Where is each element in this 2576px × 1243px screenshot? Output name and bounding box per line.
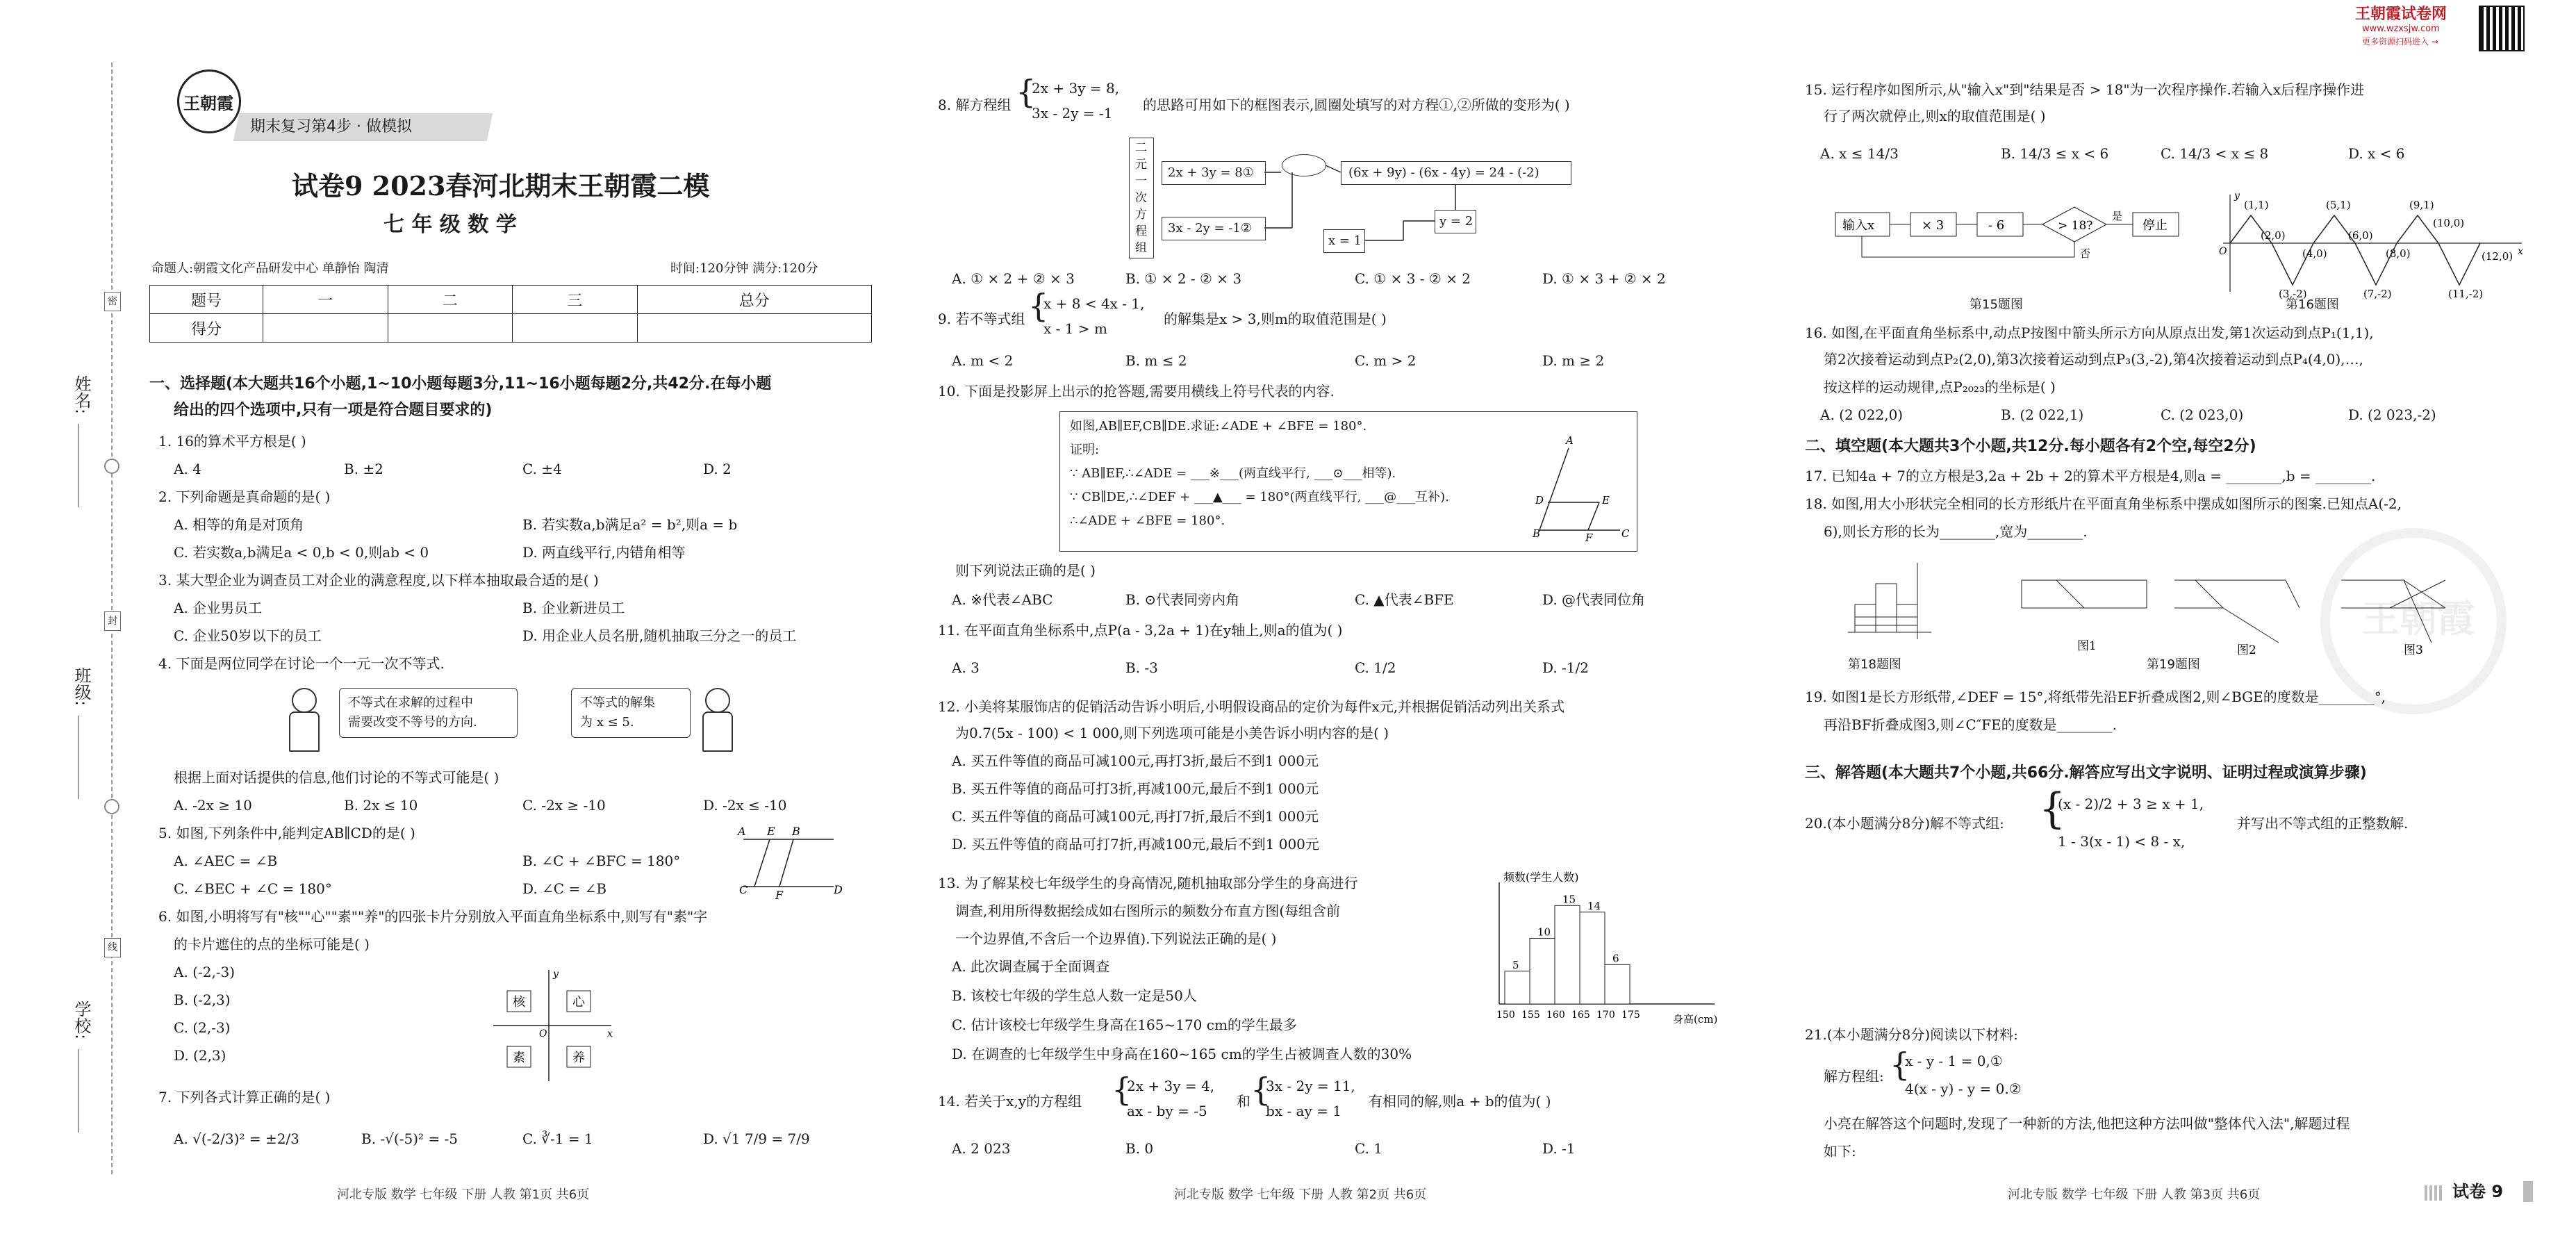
- q1-option-d[interactable]: D. 2: [703, 461, 732, 477]
- q16-line3: 按这样的运动规律,点P₂₀₂₃的坐标是( ): [1824, 379, 2056, 395]
- watermark-stamp: [2320, 528, 2507, 714]
- score-input[interactable]: [263, 314, 388, 343]
- q13-option-a[interactable]: A. 此次调查属于全面调查: [952, 958, 1110, 975]
- q21-eq1: x - y - 1 = 0,①: [1905, 1053, 2003, 1069]
- proof-line: ∵ CB∥DE,∴∠DEF + ___▲___ = 180°(两直线平行, ___@___互补).: [1070, 490, 1449, 504]
- q14: 14. 若关于x,y的方程组: [938, 1093, 1082, 1110]
- q21: 21.(本小题满分8分)阅读以下材料:: [1805, 1026, 2018, 1043]
- flow-box-text: x = 1: [1328, 233, 1362, 248]
- strip-fig2: [2174, 580, 2223, 608]
- card-text: 核: [513, 995, 525, 1010]
- q11: 11. 在平面直角坐标系中,点P(a - 3,2a + 1)在y轴上,则a的值为( ): [938, 622, 1343, 639]
- q10: 10. 下面是投影屏上出示的抢答题,需要用横线上符号代表的内容.: [938, 383, 1335, 400]
- q16-caption: 第16题图: [2286, 297, 2339, 312]
- q6: 6. 如图,小明将写有"核""心""素""养"的四张卡片分别放入平面直角坐标系中,则写有"素"字: [158, 908, 708, 925]
- brace: {: [1016, 73, 1037, 110]
- point-label: (1,1): [2244, 199, 2269, 211]
- q7-option-c[interactable]: C. ∛-1 = 1: [522, 1130, 593, 1147]
- point-label: (7,-2): [2363, 288, 2392, 300]
- q9-eq2: x - 1 > m: [1043, 320, 1107, 337]
- axis-label: O: [539, 1028, 547, 1039]
- q20: 20.(本小题满分8分)解不等式组:: [1805, 815, 2004, 832]
- paper-tag: 试卷 9: [2452, 1182, 2504, 1201]
- fig-caption: 图1: [2077, 639, 2097, 653]
- q14-eq4: bx - ay = 1: [1266, 1103, 1341, 1119]
- proof-line: 如图,AB∥EF,CB∥DE.求证:∠ADE + ∠BFE = 180°.: [1070, 419, 1367, 434]
- loop-arrow: [1862, 236, 2074, 257]
- flow-box: [1162, 161, 1266, 185]
- x-tick-label: 170: [1596, 1010, 1615, 1021]
- histogram-bar: [1530, 939, 1555, 1004]
- histogram-bar: [1605, 964, 1630, 1004]
- score-table: [149, 285, 872, 343]
- q21-text: 小亮在解答这个问题时,发现了一种新的方法,他把这种方法叫做"整体代入法",解题过程: [1824, 1115, 2350, 1132]
- score-table-header: [150, 286, 872, 314]
- q13-option-c[interactable]: C. 估计该校七年级学生身高在165~170 cm的学生最多: [952, 1016, 1297, 1033]
- q10-option-a[interactable]: A. ※代表∠ABC: [952, 591, 1053, 608]
- fig-label: E: [767, 825, 775, 838]
- q2-option-d[interactable]: D. 两直线平行,内错角相等: [522, 544, 686, 561]
- y-axis-label: 频数(学生人数): [1503, 871, 1579, 884]
- rect-piece: [1855, 604, 1876, 632]
- q8-eq1: 2x + 3y = 8,: [1032, 80, 1120, 97]
- q11-option-d[interactable]: D. -1/2: [1542, 659, 1589, 676]
- page-footer: 河北专版 数学 七年级 下册 人教 第1页 共6页: [337, 1187, 590, 1202]
- flow-box-text: 2x + 3y = 8①: [1168, 165, 1254, 180]
- q4-option-d[interactable]: D. -2x ≤ -10: [703, 797, 787, 814]
- line-bf: [779, 839, 793, 887]
- q15-flowchart: [1834, 201, 2209, 278]
- x-tick-label: 160: [1546, 1010, 1565, 1021]
- q5-option-a[interactable]: A. ∠AEC = ∠B: [174, 853, 278, 869]
- q15-option-d[interactable]: D. x < 6: [2348, 145, 2405, 162]
- q11-option-b[interactable]: B. -3: [1125, 659, 1158, 676]
- q3-option-a[interactable]: A. 企业男员工: [174, 600, 263, 616]
- fig-label: C: [739, 883, 748, 896]
- flow-text: 停止: [2142, 218, 2168, 233]
- arrow: [1326, 165, 1341, 172]
- punch-hole: [104, 799, 119, 814]
- q14-eq2: ax - by = -5: [1127, 1103, 1207, 1119]
- x-tick-label: 150: [1496, 1010, 1515, 1021]
- flow-box-text: (6x + 9y) - (6x - 4y) = 24 - (-2): [1348, 165, 1539, 180]
- flow-box-text: 3x - 2y = -1②: [1168, 221, 1252, 236]
- q4-option-a[interactable]: A. -2x ≥ 10: [174, 797, 252, 814]
- fold-line: [2056, 580, 2084, 608]
- q12: 12. 小美将某服饰店的促销活动告诉小明后,小明假设商品的定价为每件x元,并根据促销活动列出关系式: [938, 698, 1565, 715]
- q12-option-d[interactable]: D. 买五件等值的商品可打7折,再减100元,最后不到1 000元: [952, 836, 1319, 853]
- q4: 4. 下面是两位同学在讨论一个一元一次不等式.: [158, 655, 445, 672]
- fig-label: A: [738, 825, 746, 838]
- x-axis-label: 身高(cm): [1673, 1013, 1718, 1026]
- name-field-label: 姓名:: [72, 375, 91, 415]
- authors: 命题人:朝霞文化产品研发中心 单静怡 陶清: [151, 261, 389, 276]
- histogram-bar: [1555, 905, 1580, 1004]
- score-cell: 一: [263, 286, 388, 314]
- q6-option-d[interactable]: D. (2,3): [174, 1047, 226, 1064]
- point-label: (10,0): [2433, 217, 2465, 229]
- axis-label: x: [2518, 246, 2523, 257]
- logo-text: 王朝霞: [183, 93, 233, 113]
- q16-figure: [2209, 188, 2529, 299]
- flow-text: > 18?: [2058, 219, 2093, 233]
- q14-eq1: 2x + 3y = 4,: [1127, 1078, 1215, 1094]
- flow-box: [1162, 217, 1266, 240]
- q8: 8. 解方程组: [938, 97, 1012, 113]
- q3-option-d[interactable]: D. 用企业人员名册,随机抽取三分之一的员工: [522, 627, 797, 644]
- q14-and: 和: [1237, 1093, 1250, 1110]
- histogram-bar: [1580, 912, 1605, 1004]
- q5-option-b[interactable]: B. ∠C + ∠BFC = 180°: [522, 853, 681, 869]
- bubble-text: 不等式的解集: [580, 695, 655, 710]
- q8-eq2: 3x - 2y = -1: [1032, 105, 1113, 122]
- point-label: (4,0): [2302, 247, 2327, 260]
- q12-line2: 为0.7(5x - 100) < 1 000,则下列选项可能是小美告诉小明内容的是( ): [955, 725, 1389, 741]
- q1-option-c[interactable]: C. ±4: [522, 461, 562, 477]
- x-tick-label: 165: [1571, 1010, 1590, 1021]
- q7-option-a[interactable]: A. √(-2/3)² = ±2/3: [174, 1130, 299, 1147]
- q8-option-a[interactable]: A. ① × 2 + ② × 3: [952, 270, 1075, 287]
- q2-option-b[interactable]: B. 若实数a,b满足a² = b²,则a = b: [522, 516, 738, 533]
- q3: 3. 某大型企业为调查员工对企业的满意程度,以下样本抽取最合适的是( ): [158, 572, 599, 588]
- q1-option-a[interactable]: A. 4: [174, 461, 201, 477]
- fig-label: B: [1533, 527, 1541, 540]
- q9-eq1: x + 8 < 4x - 1,: [1043, 295, 1145, 312]
- flow-text: 否: [2080, 247, 2091, 260]
- rect-piece: [1855, 617, 1917, 625]
- card-text: 心: [572, 995, 585, 1010]
- q6-line2: 的卡片遮住的点的坐标可能是( ): [174, 936, 370, 953]
- score-cell: 三: [513, 286, 638, 314]
- fig-label: F: [1585, 532, 1593, 544]
- bar-value-label: 10: [1537, 925, 1551, 939]
- histogram-bar: [1505, 971, 1530, 1004]
- q18: 18. 如图,用大小形状完全相同的长方形纸片在平面直角坐标系中摆成如图所示的图案.已知点A(-2,: [1805, 495, 2402, 512]
- bubble-text: 不等式在求解的过程中: [348, 695, 473, 710]
- x-tick-label: 175: [1621, 1010, 1640, 1021]
- q3-option-c[interactable]: C. 企业50岁以下的员工: [174, 627, 322, 644]
- q16-option-b[interactable]: B. (2 022,1): [2001, 406, 2084, 423]
- qr-code-icon[interactable]: [2479, 6, 2525, 51]
- point-label: (6,0): [2348, 229, 2373, 242]
- q8-option-d[interactable]: D. ① × 3 + ② × 2: [1542, 270, 1666, 287]
- q20-ineq1: (x - 2)/2 + 3 ≥ x + 1,: [2058, 796, 2204, 812]
- q2: 2. 下列命题是真命题的是( ): [158, 488, 331, 505]
- footer-decoration: [2425, 1185, 2444, 1201]
- axis-label: x: [607, 1028, 613, 1039]
- strip-fig2: [2174, 580, 2300, 608]
- q6-option-c[interactable]: C. (2,-3): [174, 1019, 231, 1036]
- q6-option-a[interactable]: A. (-2,-3): [174, 964, 236, 980]
- brand-url[interactable]: www.wzxsjw.com: [2362, 24, 2440, 34]
- fig-label: F: [775, 889, 784, 902]
- flow-side-box: [1129, 138, 1154, 258]
- brand-name[interactable]: 王朝霞试卷网: [2355, 6, 2447, 23]
- score-input[interactable]: [388, 314, 513, 343]
- q10-option-d[interactable]: D. @代表同位角: [1542, 591, 1646, 608]
- q12-option-a[interactable]: A. 买五件等值的商品可减100元,再打3折,最后不到1 000元: [952, 752, 1319, 769]
- student-figure-right: [698, 688, 734, 750]
- q10-tail: 则下列说法正确的是( ): [955, 562, 1096, 579]
- q9-option-b[interactable]: B. m ≤ 2: [1125, 352, 1187, 369]
- q10-figure: [1533, 419, 1630, 544]
- q18-figure: [1841, 556, 1938, 646]
- q13-histogram: [1471, 869, 1728, 1028]
- q15-option-b[interactable]: B. 14/3 ≤ x < 6: [2001, 145, 2109, 162]
- q9-option-d[interactable]: D. m ≥ 2: [1542, 352, 1605, 369]
- strip-fig2: [2223, 608, 2279, 643]
- q1-option-b[interactable]: B. ±2: [344, 461, 383, 477]
- paper-subtitle: 七 年 级 数 学: [383, 213, 517, 237]
- q16: 16. 如图,在平面直角坐标系中,动点P按图中箭头所示方向从原点出发,第1次运动到点P₁(1,1),: [1805, 324, 2374, 341]
- q10-proof-box: [1059, 411, 1637, 552]
- flow-text: 是: [2112, 210, 2123, 222]
- time-score: 时间:120分钟 满分:120分: [670, 261, 818, 276]
- score-table-row: [150, 314, 872, 343]
- q15: 15. 运行程序如图所示,从"输入x"到"结果是否 > 18"为一次程序操作.若输入x后程序操作进: [1805, 81, 2365, 98]
- q7: 7. 下列各式计算正确的是( ): [158, 1089, 331, 1105]
- q9-option-c[interactable]: C. m > 2: [1355, 352, 1417, 369]
- flow-side-text: 二元一次方程组: [1135, 141, 1147, 255]
- q5-figure: [729, 824, 841, 900]
- q15-option-c[interactable]: C. 14/3 < x ≤ 8: [2161, 145, 2269, 162]
- brace: {: [1250, 1071, 1271, 1108]
- flow-text: × 3: [1922, 218, 1945, 233]
- point-label: (11,-2): [2448, 288, 2484, 300]
- paper-title: 试卷9 2023春河北期末王朝霞二模: [292, 170, 710, 201]
- q20-tail: 并写出不等式组的正整数解.: [2237, 815, 2409, 832]
- q1: 1. 16的算术平方根是( ): [158, 433, 306, 450]
- q21-eq2: 4(x - y) - y = 0.②: [1905, 1080, 2022, 1097]
- q15-line2: 行了两次就停止,则x的取值范围是( ): [1824, 108, 2046, 124]
- q17[interactable]: 17. 已知4a + 7的立方根是3,2a + 2b + 2的算术平方根是4,则a = ________,b = ________.: [1805, 468, 2376, 484]
- speech-bubble-right: [571, 688, 691, 738]
- seal-tag: 封: [104, 611, 121, 631]
- q16-option-c[interactable]: C. (2 023,0): [2161, 406, 2244, 423]
- name-field-line[interactable]: [78, 424, 79, 507]
- q12-option-b[interactable]: B. 买五件等值的商品可打3折,再减100元,最后不到1 000元: [952, 780, 1319, 797]
- q13-option-b[interactable]: B. 该校七年级的学生总人数一定是50人: [952, 987, 1197, 1004]
- q19[interactable]: 19. 如图1是长方形纸带,∠DEF = 15°,将纸带先沿EF折叠成图2,则∠BGE的度数是________°,: [1805, 689, 2386, 705]
- step-label: 期末复习第4步 · 做模拟: [250, 118, 412, 135]
- q19-line2[interactable]: 再沿BF折叠成图3,则∠C″FE的度数是________.: [1824, 716, 2117, 733]
- q4-tail: 根据上面对话提供的信息,他们讨论的不等式可能是( ): [174, 769, 499, 786]
- q16-option-d[interactable]: D. (2 023,-2): [2348, 406, 2436, 423]
- school-field-line[interactable]: [78, 1049, 79, 1133]
- q14-option-c[interactable]: C. 1: [1355, 1140, 1383, 1157]
- line-ab: [1539, 448, 1569, 530]
- fig-label: A: [1566, 434, 1574, 447]
- q18-caption: 第18题图: [1848, 657, 1901, 672]
- brace: {: [2039, 784, 2066, 833]
- q3-option-b[interactable]: B. 企业新进员工: [522, 600, 625, 616]
- brand-logo: [177, 69, 241, 133]
- q6-option-b[interactable]: B. (-2,3): [174, 991, 231, 1008]
- page-footer: 河北专版 数学 七年级 下册 人教 第2页 共6页: [1174, 1187, 1427, 1202]
- seal-tag: 线: [104, 938, 121, 957]
- axis-label: O: [2219, 246, 2227, 257]
- brace: {: [1028, 287, 1049, 324]
- q10-option-c[interactable]: C. ▲代表∠BFE: [1355, 591, 1454, 608]
- point-label: (3,-2): [2279, 288, 2307, 300]
- class-field-line[interactable]: [78, 716, 79, 799]
- q8-tail: 的思路可用如下的框图表示,圆圈处填写的对方程①,②所做的变形为( ): [1143, 97, 1570, 113]
- score-input[interactable]: [513, 314, 638, 343]
- fig-caption: 图2: [2237, 643, 2256, 657]
- q19-caption: 第19题图: [2147, 657, 2200, 672]
- axis-label: y: [2234, 190, 2240, 201]
- score-cell: 二: [388, 286, 513, 314]
- q16-line2: 第2次接着运动到点P₂(2,0),第3次接着运动到点P₃(3,-2),第4次接着运动到点P₄(4,0),…,: [1824, 351, 2364, 368]
- score-cell: 总分: [637, 286, 871, 314]
- q15-option-a[interactable]: A. x ≤ 14/3: [1820, 145, 1899, 162]
- fig-label: D: [1535, 494, 1544, 507]
- seal-tag: 密: [104, 292, 121, 311]
- q9-option-a[interactable]: A. m < 2: [952, 352, 1014, 369]
- punch-hole: [104, 459, 119, 474]
- q11-option-a[interactable]: A. 3: [952, 659, 980, 676]
- fig-label: C: [1621, 527, 1630, 540]
- student-figure-left: [285, 688, 321, 750]
- q21-text-2: 如下:: [1824, 1143, 1856, 1160]
- bubble-text: 为 x ≤ 5.: [580, 715, 634, 730]
- section2-heading: 二、填空题(本大题共3个小题,共12分.每小题各有2个空,每空2分): [1805, 438, 2256, 455]
- watermark-text: 王朝霞: [2362, 596, 2475, 641]
- rect-piece: [1897, 604, 1917, 632]
- q18-line2[interactable]: 6),则长方形的长为________,宽为________.: [1824, 523, 2088, 540]
- fig-caption: 图3: [2404, 643, 2423, 657]
- q5: 5. 如图,下列条件中,能判定AB∥CD的是( ): [158, 825, 415, 841]
- bubble-text: 需要改变不等号的方向.: [348, 715, 477, 730]
- q12-option-c[interactable]: C. 买五件等值的商品可减100元,再打7折,最后不到1 000元: [952, 808, 1319, 825]
- score-cell: 题号: [150, 286, 263, 314]
- point-label: (8,0): [2386, 247, 2411, 260]
- class-field-label: 班级:: [72, 667, 91, 707]
- q13-line3: 一个边界值,不含后一个边界值).下列说法正确的是( ): [955, 930, 1277, 947]
- q6-figure: [486, 966, 618, 1084]
- q2-option-a[interactable]: A. 相等的角是对顶角: [174, 516, 304, 533]
- score-input[interactable]: [637, 314, 871, 343]
- q14-option-b[interactable]: B. 0: [1125, 1140, 1154, 1157]
- q14-option-a[interactable]: A. 2 023: [952, 1140, 1011, 1157]
- point-label: (9,1): [2409, 199, 2434, 211]
- q21-label: 解方程组:: [1824, 1068, 1884, 1085]
- q13-line2: 调查,利用所得数据绘成如右图所示的频数分布直方图(每组含前: [955, 903, 1341, 919]
- section3-heading: 三、解答题(本大题共7个小题,共66分.解答应写出文字说明、证明过程或演算步骤): [1805, 764, 2367, 782]
- q5-option-d[interactable]: D. ∠C = ∠B: [522, 880, 607, 897]
- q13: 13. 为了解某校七年级学生的身高情况,随机抽取部分学生的身高进行: [938, 875, 1358, 891]
- proof-line: 证明:: [1070, 443, 1100, 457]
- q14-eq3: 3x - 2y = 11,: [1266, 1078, 1355, 1094]
- bar-value-label: 14: [1587, 899, 1601, 912]
- point-label: (5,1): [2326, 199, 2351, 211]
- proof-line: ∴∠ADE + ∠BFE = 180°.: [1070, 513, 1225, 528]
- q20-ineq2: 1 - 3(x - 1) < 8 - x,: [2058, 833, 2186, 850]
- q7-option-d[interactable]: D. √1 7/9 = 7/9: [703, 1130, 810, 1147]
- card-text: 养: [572, 1051, 585, 1065]
- brace: {: [1112, 1071, 1132, 1108]
- flow-arrows: [1264, 153, 1584, 264]
- brace: {: [1890, 1046, 1910, 1083]
- q9-tail: 的解集是x > 3,则m的取值范围是( ): [1164, 311, 1387, 327]
- fig-label: B: [792, 825, 800, 838]
- q14-tail: 有相同的解,则a + b的值为( ): [1369, 1093, 1551, 1110]
- q8-option-b[interactable]: B. ① × 2 - ② × 3: [1125, 270, 1242, 287]
- q14-option-d[interactable]: D. -1: [1542, 1140, 1576, 1157]
- q7-option-b[interactable]: B. -√(-5)² = -5: [361, 1130, 458, 1147]
- fig-label: D: [834, 883, 843, 896]
- q16-option-a[interactable]: A. (2 022,0): [1820, 406, 1904, 423]
- strip-fig1: [2022, 580, 2147, 608]
- line-ef: [1588, 502, 1599, 530]
- brand-sub: 更多资源扫码进入 →: [2362, 37, 2438, 47]
- card-text: 素: [513, 1051, 525, 1065]
- point-label: (12,0): [2482, 250, 2513, 263]
- page-footer: 河北专版 数学 七年级 下册 人教 第3页 共6页: [2008, 1187, 2261, 1202]
- section1-heading-2: 给出的四个选项中,只有一项是符合题目要求的): [174, 402, 493, 419]
- axis-label: y: [553, 969, 559, 980]
- speech-bubble-left: [339, 688, 518, 738]
- footer-decoration: [2523, 1181, 2533, 1202]
- bar-value-label: 6: [1612, 952, 1619, 965]
- score-cell: 得分: [150, 314, 263, 343]
- q2-option-c[interactable]: C. 若实数a,b满足a < 0,b < 0,则ab < 0: [174, 544, 429, 561]
- q10-option-b[interactable]: B. ⊙代表同旁内角: [1125, 591, 1240, 608]
- fig-label: E: [1602, 494, 1610, 507]
- section1-heading: 一、选择题(本大题共16个小题,1~10小题每题3分,11~16小题每题2分,共42分.在每小题: [149, 375, 772, 393]
- proof-line: ∵ AB∥EF,∴∠ADE = ___※___(两直线平行, ___⊙___相等).: [1070, 466, 1396, 481]
- bar-value-label: 15: [1562, 893, 1576, 906]
- point-label: (2,0): [2261, 229, 2286, 242]
- line-ec: [754, 839, 770, 887]
- bar-value-label: 5: [1512, 958, 1519, 971]
- q20-answer-area[interactable]: [1805, 862, 2500, 1014]
- q11-option-c[interactable]: C. 1/2: [1355, 659, 1396, 676]
- school-field-label: 学校:: [72, 1001, 91, 1040]
- q4-option-c[interactable]: C. -2x ≥ -10: [522, 797, 606, 814]
- flow-text: 输入x: [1842, 218, 1875, 233]
- q9: 9. 若不等式组: [938, 311, 1025, 327]
- q15-caption: 第15题图: [1970, 297, 2023, 312]
- flow-text: - 6: [1988, 218, 2005, 233]
- q13-option-d[interactable]: D. 在调查的七年级学生中身高在160~165 cm的学生占被调查人数的30%: [952, 1046, 1412, 1062]
- q8-option-c[interactable]: C. ① × 3 - ② × 2: [1355, 270, 1471, 287]
- flow-box-text: y = 2: [1439, 214, 1473, 229]
- q5-option-c[interactable]: C. ∠BEC + ∠C = 180°: [174, 880, 332, 897]
- x-tick-label: 155: [1521, 1010, 1540, 1021]
- q4-option-b[interactable]: B. 2x ≤ 10: [344, 797, 418, 814]
